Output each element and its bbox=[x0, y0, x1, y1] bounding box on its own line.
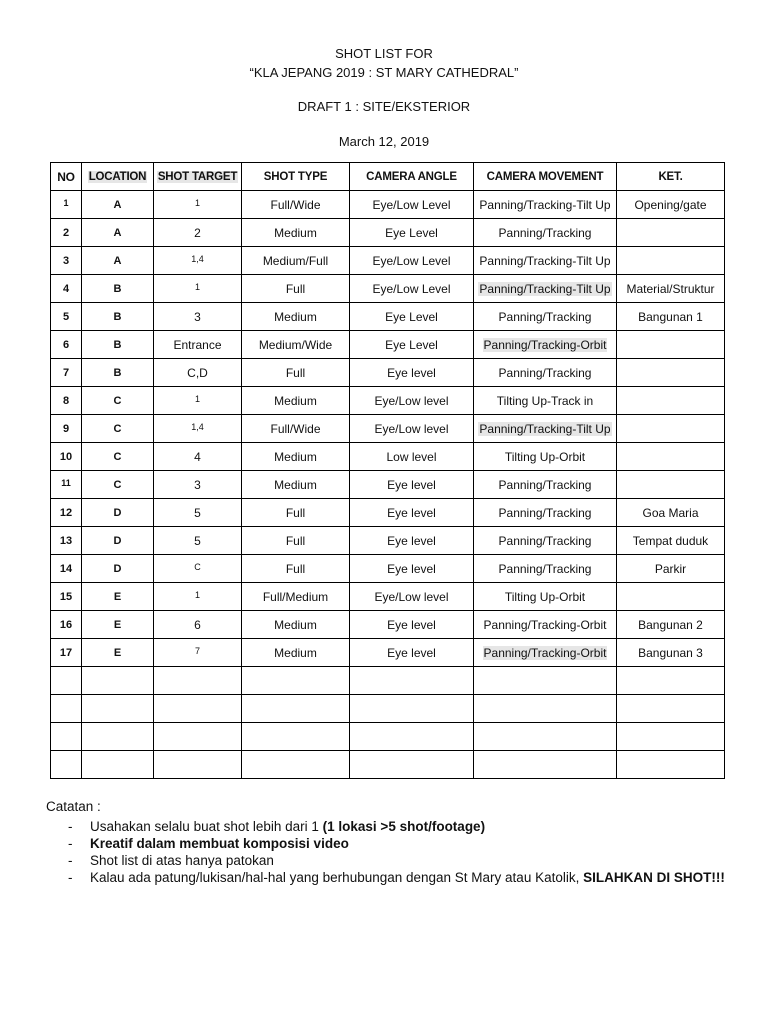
cell-ket: Parkir bbox=[617, 555, 725, 583]
cell-no: 17 bbox=[51, 639, 82, 667]
empty-cell bbox=[617, 667, 725, 695]
cell-shot-target: 4 bbox=[154, 443, 242, 471]
table-row-empty bbox=[51, 695, 725, 723]
empty-cell bbox=[474, 723, 617, 751]
cell-no: 10 bbox=[51, 443, 82, 471]
cell-shot-target: 7 bbox=[154, 639, 242, 667]
empty-cell bbox=[154, 751, 242, 779]
cell-ket: Tempat duduk bbox=[617, 527, 725, 555]
cell-location: D bbox=[82, 527, 154, 555]
column-header-shot-type: SHOT TYPE bbox=[242, 163, 350, 191]
cell-shot-type: Medium bbox=[242, 387, 350, 415]
cell-camera-movement: Panning/Tracking-Tilt Up bbox=[474, 247, 617, 275]
cell-camera-angle: Eye level bbox=[350, 527, 474, 555]
cell-ket: Bangunan 2 bbox=[617, 611, 725, 639]
cell-location: B bbox=[82, 275, 154, 303]
table-row bbox=[51, 471, 725, 499]
cell-camera-angle: Eye level bbox=[350, 499, 474, 527]
cell-shot-target: 1 bbox=[154, 387, 242, 415]
empty-cell bbox=[242, 695, 350, 723]
cell-no: 2 bbox=[51, 219, 82, 247]
cell-shot-type: Medium bbox=[242, 471, 350, 499]
cell-camera-angle: Eye Level bbox=[350, 331, 474, 359]
cell-shot-target: 5 bbox=[154, 527, 242, 555]
table-row bbox=[51, 331, 725, 359]
cell-no: 6 bbox=[51, 331, 82, 359]
empty-cell bbox=[154, 695, 242, 723]
cell-camera-angle: Eye/Low Level bbox=[350, 191, 474, 219]
cell-shot-target: 1,4 bbox=[154, 415, 242, 443]
cell-camera-movement: Panning/Tracking-Orbit bbox=[474, 639, 617, 667]
cell-location: A bbox=[82, 219, 154, 247]
empty-cell bbox=[82, 751, 154, 779]
cell-ket: Goa Maria bbox=[617, 499, 725, 527]
cell-camera-movement: Panning/Tracking-Orbit bbox=[474, 611, 617, 639]
table-row bbox=[51, 527, 725, 555]
cell-no: 15 bbox=[51, 583, 82, 611]
cell-camera-movement: Panning/Tracking bbox=[474, 471, 617, 499]
cell-shot-type: Medium bbox=[242, 639, 350, 667]
cell-location: C bbox=[82, 471, 154, 499]
cell-camera-movement: Tilting Up-Orbit bbox=[474, 443, 617, 471]
empty-cell bbox=[474, 667, 617, 695]
cell-no: 14 bbox=[51, 555, 82, 583]
table-row bbox=[51, 611, 725, 639]
cell-camera-movement: Panning/Tracking bbox=[474, 499, 617, 527]
cell-camera-angle: Eye/Low level bbox=[350, 387, 474, 415]
empty-cell bbox=[154, 723, 242, 751]
cell-ket: Opening/gate bbox=[617, 191, 725, 219]
cell-camera-angle: Eye/Low Level bbox=[350, 247, 474, 275]
cell-shot-type: Full bbox=[242, 499, 350, 527]
empty-cell bbox=[350, 667, 474, 695]
table-body bbox=[51, 191, 725, 779]
cell-camera-movement: Panning/Tracking bbox=[474, 527, 617, 555]
cell-camera-angle: Eye/Low level bbox=[350, 583, 474, 611]
cell-location: D bbox=[82, 555, 154, 583]
cell-camera-movement: Panning/Tracking-Tilt Up bbox=[474, 191, 617, 219]
cell-location: E bbox=[82, 639, 154, 667]
empty-cell bbox=[617, 723, 725, 751]
title-line-2: “KLA JEPANG 2019 : ST MARY CATHEDRAL” bbox=[249, 65, 519, 80]
cell-location: A bbox=[82, 247, 154, 275]
cell-camera-angle: Low level bbox=[350, 443, 474, 471]
table-row-empty bbox=[51, 723, 725, 751]
cell-camera-movement: Panning/Tracking-Tilt Up bbox=[474, 275, 617, 303]
table-row bbox=[51, 359, 725, 387]
cell-camera-angle: Eye level bbox=[350, 611, 474, 639]
cell-shot-type: Full/Medium bbox=[242, 583, 350, 611]
cell-camera-angle: Eye level bbox=[350, 555, 474, 583]
note-item: - Kalau ada patung/lukisan/hal-hal yang berhubungan dengan St Mary atau Katolik, SILAHKAN DI SHOT!!! bbox=[68, 870, 725, 885]
empty-cell bbox=[350, 695, 474, 723]
table-row bbox=[51, 275, 725, 303]
cell-location: C bbox=[82, 415, 154, 443]
cell-camera-angle: Eye/Low Level bbox=[350, 275, 474, 303]
table-row-empty bbox=[51, 667, 725, 695]
cell-shot-type: Full bbox=[242, 359, 350, 387]
cell-no: 13 bbox=[51, 527, 82, 555]
cell-no: 7 bbox=[51, 359, 82, 387]
column-header-ket: KET. bbox=[617, 163, 725, 191]
empty-cell bbox=[474, 751, 617, 779]
cell-no: 3 bbox=[51, 247, 82, 275]
cell-camera-movement: Panning/Tracking bbox=[474, 359, 617, 387]
cell-camera-angle: Eye Level bbox=[350, 219, 474, 247]
cell-ket: Material/Struktur bbox=[617, 275, 725, 303]
table-row bbox=[51, 499, 725, 527]
empty-cell bbox=[242, 667, 350, 695]
cell-no: 4 bbox=[51, 275, 82, 303]
cell-shot-target: 1 bbox=[154, 275, 242, 303]
cell-no: 11 bbox=[51, 471, 82, 499]
table-row bbox=[51, 443, 725, 471]
cell-ket bbox=[617, 583, 725, 611]
cell-camera-angle: Eye level bbox=[350, 471, 474, 499]
cell-location: E bbox=[82, 583, 154, 611]
column-header-camera-angle: CAMERA ANGLE bbox=[350, 163, 474, 191]
cell-ket bbox=[617, 219, 725, 247]
cell-no: 1 bbox=[51, 191, 82, 219]
cell-camera-angle: Eye Level bbox=[350, 303, 474, 331]
empty-cell bbox=[51, 667, 82, 695]
note-item: - Shot list di atas hanya patokan bbox=[68, 853, 274, 868]
table-row bbox=[51, 247, 725, 275]
shot-list-table bbox=[50, 162, 725, 779]
cell-shot-type: Medium bbox=[242, 219, 350, 247]
table-row bbox=[51, 219, 725, 247]
cell-camera-movement: Panning/Tracking bbox=[474, 555, 617, 583]
title-line-1: SHOT LIST FOR bbox=[335, 46, 433, 61]
cell-shot-target: 2 bbox=[154, 219, 242, 247]
empty-cell bbox=[51, 695, 82, 723]
cell-ket bbox=[617, 415, 725, 443]
cell-shot-target: 3 bbox=[154, 303, 242, 331]
cell-shot-target: 1 bbox=[154, 583, 242, 611]
cell-camera-movement: Panning/Tracking bbox=[474, 219, 617, 247]
cell-camera-angle: Eye level bbox=[350, 639, 474, 667]
cell-location: D bbox=[82, 499, 154, 527]
cell-shot-type: Medium/Wide bbox=[242, 331, 350, 359]
table-row bbox=[51, 303, 725, 331]
table-row-empty bbox=[51, 751, 725, 779]
cell-shot-type: Medium bbox=[242, 303, 350, 331]
cell-no: 8 bbox=[51, 387, 82, 415]
column-header-shot-target: SHOT TARGET bbox=[154, 163, 242, 191]
cell-camera-movement: Panning/Tracking bbox=[474, 303, 617, 331]
cell-shot-target: 6 bbox=[154, 611, 242, 639]
cell-no: 5 bbox=[51, 303, 82, 331]
cell-ket bbox=[617, 359, 725, 387]
cell-shot-target: 1 bbox=[154, 191, 242, 219]
cell-camera-angle: Eye/Low level bbox=[350, 415, 474, 443]
note-item: - Usahakan selalu buat shot lebih dari 1 (1 lokasi >5 shot/footage) bbox=[68, 819, 486, 834]
cell-shot-type: Medium bbox=[242, 611, 350, 639]
cell-location: C bbox=[82, 443, 154, 471]
column-header-no: NO bbox=[51, 163, 82, 191]
note-item: - Kreatif dalam membuat komposisi video bbox=[68, 836, 349, 851]
cell-camera-movement: Panning/Tracking-Orbit bbox=[474, 331, 617, 359]
table-header-row bbox=[51, 163, 725, 191]
cell-camera-angle: Eye level bbox=[350, 359, 474, 387]
cell-location: C bbox=[82, 387, 154, 415]
cell-ket bbox=[617, 443, 725, 471]
cell-shot-type: Full/Wide bbox=[242, 415, 350, 443]
cell-shot-target: Entrance bbox=[154, 331, 242, 359]
cell-ket bbox=[617, 331, 725, 359]
cell-shot-type: Medium/Full bbox=[242, 247, 350, 275]
cell-shot-type: Full/Wide bbox=[242, 191, 350, 219]
cell-location: B bbox=[82, 303, 154, 331]
cell-camera-movement: Panning/Tracking-Tilt Up bbox=[474, 415, 617, 443]
column-header-camera-movement: CAMERA MOVEMENT bbox=[474, 163, 617, 191]
cell-no: 12 bbox=[51, 499, 82, 527]
empty-cell bbox=[242, 751, 350, 779]
empty-cell bbox=[82, 695, 154, 723]
table-row bbox=[51, 415, 725, 443]
date-label: March 12, 2019 bbox=[338, 134, 430, 149]
cell-shot-target: C,D bbox=[154, 359, 242, 387]
draft-label: DRAFT 1 : SITE/EKSTERIOR bbox=[297, 99, 471, 114]
table-row bbox=[51, 583, 725, 611]
table-row bbox=[51, 555, 725, 583]
empty-cell bbox=[617, 695, 725, 723]
cell-ket bbox=[617, 471, 725, 499]
cell-ket bbox=[617, 247, 725, 275]
cell-shot-type: Full bbox=[242, 275, 350, 303]
empty-cell bbox=[82, 667, 154, 695]
cell-shot-target: 5 bbox=[154, 499, 242, 527]
empty-cell bbox=[51, 751, 82, 779]
empty-cell bbox=[154, 667, 242, 695]
cell-shot-type: Medium bbox=[242, 443, 350, 471]
cell-location: A bbox=[82, 191, 154, 219]
empty-cell bbox=[51, 723, 82, 751]
cell-no: 9 bbox=[51, 415, 82, 443]
cell-no: 16 bbox=[51, 611, 82, 639]
cell-location: B bbox=[82, 359, 154, 387]
cell-shot-type: Full bbox=[242, 527, 350, 555]
column-header-location: LOCATION bbox=[82, 163, 154, 191]
empty-cell bbox=[82, 723, 154, 751]
cell-ket bbox=[617, 387, 725, 415]
cell-location: B bbox=[82, 331, 154, 359]
notes-title: Catatan : bbox=[46, 799, 101, 814]
table-row bbox=[51, 191, 725, 219]
cell-camera-movement: Tilting Up-Orbit bbox=[474, 583, 617, 611]
empty-cell bbox=[617, 751, 725, 779]
cell-shot-type: Full bbox=[242, 555, 350, 583]
cell-ket: Bangunan 1 bbox=[617, 303, 725, 331]
empty-cell bbox=[242, 723, 350, 751]
empty-cell bbox=[350, 751, 474, 779]
cell-shot-target: 1,4 bbox=[154, 247, 242, 275]
empty-cell bbox=[350, 723, 474, 751]
cell-shot-target: 3 bbox=[154, 471, 242, 499]
notes-list bbox=[68, 818, 725, 886]
empty-cell bbox=[474, 695, 617, 723]
table-row bbox=[51, 639, 725, 667]
cell-location: E bbox=[82, 611, 154, 639]
cell-shot-target: C bbox=[154, 555, 242, 583]
cell-ket: Bangunan 3 bbox=[617, 639, 725, 667]
table-row bbox=[51, 387, 725, 415]
cell-camera-movement: Tilting Up-Track in bbox=[474, 387, 617, 415]
